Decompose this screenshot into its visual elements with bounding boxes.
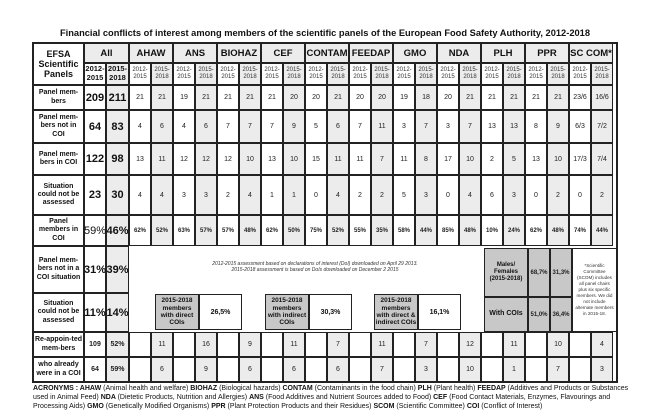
panel-value: 5 <box>503 143 525 175</box>
period-header: 2012-2015 <box>437 63 459 85</box>
period-header: 2012-2015 <box>305 63 327 85</box>
panel-value: 21 <box>195 85 217 110</box>
panel-value: 6 <box>151 357 173 382</box>
panel-value: 3 <box>591 357 613 382</box>
acronym-abbr: COI <box>466 403 482 411</box>
acronym-abbr: CONTAM <box>282 385 315 392</box>
period-header: 2012-2015 <box>217 63 239 85</box>
empty-cell <box>261 332 283 357</box>
page-title: Financial conflicts of interest among members of the scientific panels of the European Food Safety Authority, 2012-2018 <box>59 28 591 38</box>
acronym-abbr: BIOHAZ <box>190 385 220 392</box>
panel-value: 10% <box>481 215 503 246</box>
all-value: 109 <box>84 332 106 357</box>
empty-cell <box>437 332 459 357</box>
empty-cell <box>525 332 547 357</box>
panel-value: 17 <box>437 143 459 175</box>
panel-value: 2 <box>481 143 503 175</box>
empty-cell <box>261 357 283 382</box>
panel-value: 4 <box>151 175 173 215</box>
acronym-abbr: SCOM <box>373 403 397 411</box>
panel-value: 9 <box>195 357 217 382</box>
coi-type-value: 16,1% <box>418 294 461 330</box>
panel-value: 35% <box>371 215 393 246</box>
period-header: 2015-2018 <box>547 63 569 85</box>
empty-cell <box>525 357 547 382</box>
acronym-desc: (Additives and Products or Substances used in Animal Feed) <box>33 385 629 402</box>
panel-value: 21 <box>129 85 151 110</box>
row-label: Panel mem-bers in COI <box>33 143 84 175</box>
row-label: Panel mem-bers <box>33 85 84 110</box>
panel-value: 6 <box>327 357 349 382</box>
acronym-abbr: PLH <box>417 385 434 392</box>
panel-value: 6/3 <box>569 110 591 143</box>
panel-value: 4 <box>459 175 481 215</box>
row-label: Panel members in COI <box>33 215 84 246</box>
panel-value: 21 <box>503 85 525 110</box>
period-header: 2015-2018 <box>327 63 349 85</box>
panel-value: 55% <box>349 215 371 246</box>
acronym-desc: (Food Contact Materials, Enzymes, Flavourings and Processing Aids) <box>33 394 611 411</box>
all-value: 64 <box>84 110 106 143</box>
period-header: 2012-2015 <box>525 63 547 85</box>
panel-value: 21 <box>217 85 239 110</box>
panel-value: 8 <box>415 143 437 175</box>
panel-value: 4 <box>327 175 349 215</box>
panel-value: 8 <box>525 110 547 143</box>
panel-value: 48% <box>239 215 261 246</box>
panel-value: 7 <box>349 110 371 143</box>
coi-type-value: 26,5% <box>199 294 242 330</box>
acronym-abbr: GMO <box>87 403 106 411</box>
panel-value: 6 <box>195 110 217 143</box>
period-header: 2012-2015 <box>393 63 415 85</box>
panel-value: 21 <box>525 85 547 110</box>
acronym-desc: (Scientific Committee) <box>396 403 467 411</box>
panel-value: 1 <box>503 357 525 382</box>
period-header: 2015-2018 <box>195 63 217 85</box>
panel-value: 21 <box>327 85 349 110</box>
panel-value: 4 <box>239 175 261 215</box>
row-label: who already were in a COI <box>33 357 84 382</box>
panel-value: 10 <box>239 143 261 175</box>
panel-value: 3 <box>437 110 459 143</box>
all-value: 209 <box>84 85 106 110</box>
panel-value: 7 <box>547 357 569 382</box>
assessment-note <box>150 256 480 278</box>
all-value: 30 <box>106 175 129 215</box>
panel-value: 0 <box>305 175 327 215</box>
panel-value: 17/3 <box>569 143 591 175</box>
coi-type-value: 30,3% <box>309 294 352 330</box>
panel-value: 4 <box>173 110 195 143</box>
empty-cell <box>569 332 591 357</box>
empty-cell <box>305 357 327 382</box>
coi-type-label: 2015-2018 members with direct & indirect COIs <box>374 294 418 330</box>
period-header: 2012-2015 <box>569 63 591 85</box>
coi-type-label: 2015-2018 members with indirect COIs <box>265 294 309 330</box>
empty-cell <box>173 332 195 357</box>
panel-value: 2 <box>349 175 371 215</box>
panel-value: 13 <box>129 143 151 175</box>
panel-value: 7 <box>239 110 261 143</box>
panel-value: 7 <box>415 110 437 143</box>
period-header: 2012-2015 <box>349 63 371 85</box>
panel-value: 9 <box>239 332 261 357</box>
scom-note: *Scientific Committee (SCOM) includes all panel chairs plus six specific members. We did not include alternate members in 2015-18. <box>572 248 617 332</box>
panel-value: 85% <box>437 215 459 246</box>
acronym-desc: (Animal health and welfare) <box>103 385 191 392</box>
all-value: 39% <box>106 246 129 293</box>
panel-value: 11 <box>393 143 415 175</box>
panel-value: 15 <box>305 143 327 175</box>
with-cois-males: 51,0% <box>528 297 550 332</box>
panel-value: 4 <box>129 110 151 143</box>
panel-value: 1 <box>261 175 283 215</box>
panel-value: 11 <box>349 143 371 175</box>
panel-value: 58% <box>393 215 415 246</box>
panel-value: 21 <box>481 85 503 110</box>
panel-value: 9 <box>547 110 569 143</box>
empty-cell <box>173 357 195 382</box>
panel-value: 7 <box>371 357 393 382</box>
empty-cell <box>481 357 503 382</box>
panel-value: 16/6 <box>591 85 613 110</box>
all-value: 83 <box>106 110 129 143</box>
panel-value: 4 <box>591 332 613 357</box>
panel-header-gmo: GMO <box>393 43 437 63</box>
all-value: 14% <box>106 293 129 332</box>
acronym-abbr: CEF <box>433 394 450 402</box>
period-header: 2015-2018 <box>591 63 613 85</box>
panel-value: 57% <box>217 215 239 246</box>
acronym-desc: (Plant health) <box>433 385 478 392</box>
panel-value: 62% <box>525 215 547 246</box>
period-header: 2015-2018 <box>503 63 525 85</box>
panel-header-biohaz: BIOHAZ <box>217 43 261 63</box>
period-header: 2015-2018 <box>283 63 305 85</box>
panel-value: 18 <box>415 85 437 110</box>
panel-value: 20 <box>283 85 305 110</box>
panel-value: 7/4 <box>591 143 613 175</box>
panel-header-nda: NDA <box>437 43 481 63</box>
all-value: 122 <box>84 143 106 175</box>
panel-value: 6 <box>327 110 349 143</box>
panel-value: 12 <box>459 332 481 357</box>
empty-cell <box>569 357 591 382</box>
panel-value: 3 <box>415 357 437 382</box>
empty-cell <box>437 357 459 382</box>
panel-value: 11 <box>151 332 173 357</box>
panel-value: 11 <box>503 332 525 357</box>
panel-value: 6 <box>481 175 503 215</box>
panel-value: 10 <box>283 143 305 175</box>
panel-value: 12 <box>195 143 217 175</box>
all-value: 52% <box>106 332 129 357</box>
panel-header-feedap: FEEDAP <box>349 43 393 63</box>
panel-value: 7 <box>371 143 393 175</box>
empty-cell <box>129 357 151 382</box>
all-value: 23 <box>84 175 106 215</box>
period-header: 2015-2018 <box>106 63 129 85</box>
note-line: 2012-2015 assessment based on declarations of interest (DoI) downloaded on April 29 2013. <box>212 260 418 267</box>
panel-value: 3 <box>173 175 195 215</box>
row-label: Situation could not be assessed <box>33 175 84 215</box>
acronym-desc: (Genetically Modified Organisms) <box>105 403 212 411</box>
panel-value: 21 <box>239 85 261 110</box>
panel-value: 20 <box>371 85 393 110</box>
period-header: 2015-2018 <box>459 63 481 85</box>
panel-value: 13 <box>525 143 547 175</box>
panel-header-contam: CONTAM <box>305 43 349 63</box>
period-header: 2012-2015 <box>129 63 151 85</box>
acronym-desc: (Biological hazards) <box>219 385 283 392</box>
corner-header: EFSA Scientific Panels <box>33 43 84 85</box>
panel-value: 52% <box>151 215 173 246</box>
panel-value: 74% <box>569 215 591 246</box>
panel-value: 11 <box>371 110 393 143</box>
empty-cell <box>349 357 371 382</box>
note-line: 2015-2018 assessment is based on DoIs downloaded on December 2 2015 <box>231 267 399 273</box>
panel-value: 21 <box>151 85 173 110</box>
all-value: 46% <box>106 215 129 246</box>
acronym-abbr: NDA <box>100 394 118 402</box>
all-value: 11% <box>84 293 106 332</box>
acronym-desc: (Conflict of Interest) <box>481 403 543 411</box>
empty-cell <box>305 332 327 357</box>
panel-header-sccom: SC COM* <box>569 43 613 63</box>
panel-value: 13 <box>481 110 503 143</box>
panel-value: 63% <box>173 215 195 246</box>
panel-value: 7/2 <box>591 110 613 143</box>
panel-value: 6 <box>151 110 173 143</box>
empty-cell <box>349 332 371 357</box>
panel-value: 3 <box>393 110 415 143</box>
acronym-desc: (Dietetic Products, Nutrition and Allergies) <box>117 394 250 402</box>
all-value: 211 <box>106 85 129 110</box>
period-header: 2012-2015 <box>261 63 283 85</box>
gender-label: Males/ Females (2015-2018) <box>484 248 528 297</box>
panel-header-all: All <box>84 43 129 63</box>
acronym-abbr: PPR <box>211 403 228 411</box>
panel-value: 10 <box>459 357 481 382</box>
panel-value: 20 <box>437 85 459 110</box>
empty-cell <box>217 357 239 382</box>
panel-value: 62% <box>261 215 283 246</box>
acronym-desc: (Contaminants in the food chain) <box>314 385 418 392</box>
empty-cell <box>217 332 239 357</box>
panel-value: 48% <box>547 215 569 246</box>
panel-value: 2 <box>547 175 569 215</box>
all-value: 31% <box>84 246 106 293</box>
all-value: 64 <box>84 357 106 382</box>
panel-value: 11 <box>283 332 305 357</box>
panel-value: 3 <box>503 175 525 215</box>
panel-value: 0 <box>569 175 591 215</box>
period-header: 2015-2018 <box>151 63 173 85</box>
all-value: 98 <box>106 143 129 175</box>
panel-value: 12 <box>173 143 195 175</box>
panel-value: 50% <box>283 215 305 246</box>
panel-value: 0 <box>525 175 547 215</box>
panel-value: 0 <box>437 175 459 215</box>
acronym-abbr: ACRONYMS : <box>33 385 80 392</box>
panel-value: 24% <box>503 215 525 246</box>
acronyms-legend <box>33 384 633 411</box>
panel-value: 19 <box>393 85 415 110</box>
panel-value: 7 <box>415 332 437 357</box>
period-header: 2015-2018 <box>415 63 437 85</box>
empty-cell <box>393 332 415 357</box>
panel-value: 13 <box>503 110 525 143</box>
panel-value: 19 <box>173 85 195 110</box>
panel-value: 10 <box>459 143 481 175</box>
panel-value: 9 <box>283 110 305 143</box>
panel-value: 52% <box>327 215 349 246</box>
panel-value: 4 <box>129 175 151 215</box>
panel-value: 7 <box>459 110 481 143</box>
with-cois-females: 36,4% <box>550 297 572 332</box>
panel-value: 11 <box>151 143 173 175</box>
panel-value: 2 <box>371 175 393 215</box>
panel-header-ppr: PPR <box>525 43 569 63</box>
panel-value: 21 <box>459 85 481 110</box>
acronym-abbr: FEEDAP <box>477 385 508 392</box>
row-label: Re-appoin-ted mem-bers <box>33 332 84 357</box>
row-label: Panel mem-bers not in COI <box>33 110 84 143</box>
panel-value: 2 <box>591 175 613 215</box>
panel-value: 3 <box>195 175 217 215</box>
panel-header-ans: ANS <box>173 43 217 63</box>
panel-value: 21 <box>547 85 569 110</box>
panel-value: 62% <box>129 215 151 246</box>
panel-value: 7 <box>261 110 283 143</box>
empty-cell <box>393 357 415 382</box>
row-label: Situation could not be assessed <box>33 293 84 332</box>
acronym-desc: (Plant Protection Products and their Residues) <box>227 403 374 411</box>
coi-type-label: 2015-2018 members with direct COIs <box>155 294 199 330</box>
all-value: 59% <box>84 215 106 246</box>
acronym-desc: (Food Additives and Nutrient Sources added to Food) <box>265 394 434 402</box>
period-header: 2015-2018 <box>371 63 393 85</box>
panel-header-ahaw: AHAW <box>129 43 173 63</box>
acronym-abbr: AHAW <box>79 385 104 392</box>
row-label: Panel mem-bers not in a COI situation <box>33 246 84 293</box>
panel-value: 12 <box>217 143 239 175</box>
with-cois-label: With COIs <box>484 297 528 332</box>
panel-value: 1 <box>283 175 305 215</box>
panel-value: 16 <box>195 332 217 357</box>
panel-value: 13 <box>261 143 283 175</box>
panel-value: 3 <box>415 175 437 215</box>
empty-cell <box>481 332 503 357</box>
period-header: 2012-2015 <box>481 63 503 85</box>
panel-value: 44% <box>415 215 437 246</box>
panel-value: 7 <box>327 332 349 357</box>
panel-value: 11 <box>327 143 349 175</box>
panel-value: 10 <box>547 143 569 175</box>
period-header: 2015-2018 <box>239 63 261 85</box>
panel-value: 20 <box>305 85 327 110</box>
panel-value: 11 <box>371 332 393 357</box>
males-pct: 68,7% <box>528 248 550 297</box>
females-pct: 31,3% <box>550 248 572 297</box>
panel-value: 6 <box>239 357 261 382</box>
panel-value: 7 <box>217 110 239 143</box>
acronym-abbr: ANS <box>249 394 266 402</box>
panel-value: 2 <box>217 175 239 215</box>
panel-value: 5 <box>305 110 327 143</box>
panel-header-cef: CEF <box>261 43 305 63</box>
empty-cell <box>129 332 151 357</box>
period-header: 2012-2015 <box>173 63 195 85</box>
panel-value: 21 <box>261 85 283 110</box>
panel-value: 57% <box>195 215 217 246</box>
panel-value: 48% <box>459 215 481 246</box>
panel-value: 6 <box>283 357 305 382</box>
panel-value: 44% <box>591 215 613 246</box>
all-value: 59% <box>106 357 129 382</box>
panel-value: 5 <box>393 175 415 215</box>
panel-value: 20 <box>349 85 371 110</box>
panel-header-plh: PLH <box>481 43 525 63</box>
period-header: 2012-2015 <box>84 63 106 85</box>
panel-value: 10 <box>547 332 569 357</box>
panel-value: 23/6 <box>569 85 591 110</box>
panel-value: 75% <box>305 215 327 246</box>
